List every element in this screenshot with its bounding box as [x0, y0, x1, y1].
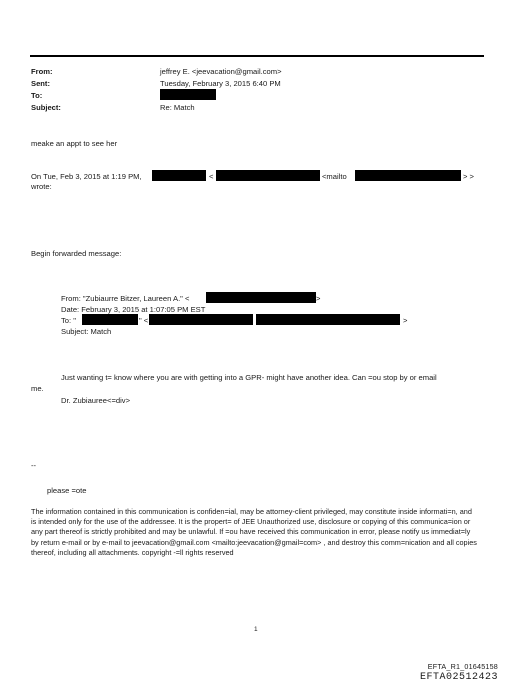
redaction-sender-email: [216, 170, 320, 181]
to-label: To:: [31, 91, 43, 100]
fwd-to-mid: " <: [139, 316, 149, 325]
footer-id-r1: EFTA_R1_01645158: [427, 662, 498, 671]
redaction-fwd-to-name: [82, 314, 138, 325]
fwd-date: Date: February 3, 2015 at 1:07:05 PM EST: [61, 305, 206, 314]
from-label: From:: [31, 67, 53, 76]
fwd-signature: Dr. Zubiauree<=div>: [61, 396, 131, 405]
subject-label: Subject:: [31, 103, 61, 112]
footer-id-efta: EFTA02512423: [419, 672, 498, 683]
subject-value: Re: Match: [160, 103, 195, 112]
quote-lt: <: [209, 172, 214, 181]
quote-gtgt: > >: [463, 172, 474, 181]
please-note: please =ote: [47, 486, 87, 495]
redaction-fwd-to-email-2: [256, 314, 400, 325]
redaction-fwd-from-email: [206, 292, 316, 303]
fwd-from: From: "Zubiaurre Bitzer, Laureen A." <: [61, 294, 190, 303]
header-divider: [30, 55, 484, 57]
quote-wrote: wrote:: [31, 182, 52, 191]
quote-mailto: <mailto: [322, 172, 347, 181]
from-value: jeffrey E. <jeevacation@gmail.com>: [160, 67, 282, 76]
quote-intro: On Tue, Feb 3, 2015 at 1:19 PM,: [31, 172, 142, 181]
fwd-to: To: ": [61, 316, 76, 325]
redaction-to: [160, 89, 216, 100]
redaction-mailto: [355, 170, 461, 181]
fwd-subject: Subject: Match: [61, 327, 112, 336]
forwarded-label: Begin forwarded message:: [31, 249, 122, 258]
redaction-sender-name: [152, 170, 206, 181]
fwd-message-line1: Just wanting t= know where you are with getting into a GPR- might have another idea. Can =ou stop by or email: [61, 373, 437, 382]
reply-text: meake an appt to see her: [31, 139, 118, 148]
signature-separator: --: [31, 461, 37, 470]
fwd-from-end: >: [316, 294, 321, 303]
redaction-fwd-to-email-1: [149, 314, 253, 325]
confidentiality-disclaimer: The information contained in this communication is confiden=ial, may be attorney-client privileged, may constitute inside informati=n, and is intended only for the use of the addressee. It is the propert= of JEE Unauthorized use, disclosure or copying of this communica=ion or any part thereof is strictly prohibited and may be unlawful. If =ou have received this communication in error, please notify us immediat=ly by return e-mail or by e-mail to jeevacation@gmail.com <mailto:jeevacation@gmail=com> , and destroy this comm=nication and all copies thereof, including all attachments. copyright -=ll rights reserved: [31, 507, 477, 557]
sent-value: Tuesday, February 3, 2015 6:40 PM: [160, 79, 281, 88]
sent-label: Sent:: [31, 79, 50, 88]
fwd-to-end: >: [403, 316, 408, 325]
fwd-message-line2: me.: [31, 384, 44, 393]
page-number: 1: [254, 626, 258, 633]
